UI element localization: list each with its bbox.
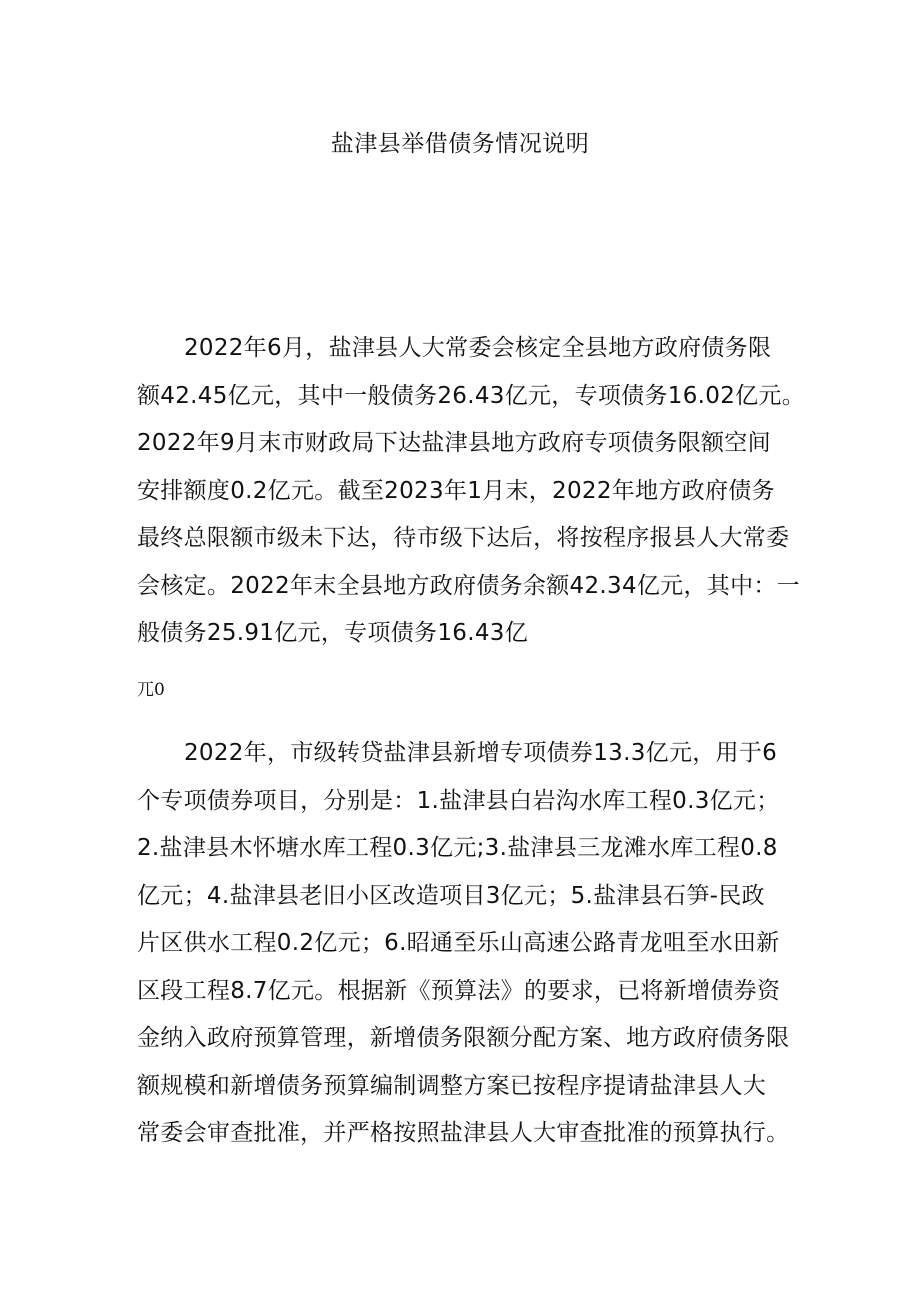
text-line: 金纳入政府预算管理，新增债务限额分配方案、地方政府债务限 bbox=[137, 1025, 790, 1051]
text-line: 2.盐津县木怀塘水库工程0.3亿元;3.盐津县三龙滩水库工程0.8 bbox=[137, 835, 778, 861]
document-title: 盐津县举借债务情况说明 bbox=[330, 131, 590, 157]
text-line: 片区供水工程0.2亿元；6.昭通至乐山高速公路青龙咀至水田新 bbox=[137, 930, 780, 956]
paragraph-special-bonds bbox=[137, 730, 797, 1158]
stray-text-fragment: 兀0 bbox=[137, 680, 165, 700]
text-line: 额42.45亿元，其中一般债务26.43亿元，专项债务16.02亿元。 bbox=[137, 382, 806, 409]
text-line: 个专项债券项目，分别是：1.盐津县白岩沟水库工程0.3亿元； bbox=[137, 787, 780, 814]
text-line: 区段工程8.7亿元。根据新《预算法》的要求，已将新增债券资 bbox=[137, 977, 781, 1004]
paragraph-debt-limit bbox=[137, 325, 806, 658]
text-line: 安排额度0.2亿元。截至2023年1月末，2022年地方政府债务 bbox=[137, 477, 775, 504]
text-line: 最终总限额市级未下达，待市级下达后，将按程序报县人大常委 bbox=[137, 525, 790, 551]
text-line: 额规模和新增债务预算编制调整方案已按程序提请盐津县人大 bbox=[137, 1072, 767, 1099]
text-line: 2022年6月，盐津县人大常委会核定全县地方政府债务限 bbox=[184, 335, 772, 361]
text-line: 2022年，市级转贷盐津县新增专项债券13.3亿元，用于6 bbox=[184, 740, 778, 766]
text-line: 会核定。2022年末全县地方政府债务余额42.34亿元，其中：一 bbox=[137, 572, 800, 599]
text-line: 常委会审查批准，并严格按照盐津县人大审查批准的预算执行。 bbox=[137, 1120, 790, 1146]
text-line: 亿元；4.盐津县老旧小区改造项目3亿元；5.盐津县石笋-民政 bbox=[137, 882, 765, 909]
text-line: 般债务25.91亿元，专项债务16.43亿 bbox=[137, 620, 528, 646]
text-line: 2022年9月末市财政局下达盐津县地方政府专项债务限额空间 bbox=[137, 430, 771, 456]
